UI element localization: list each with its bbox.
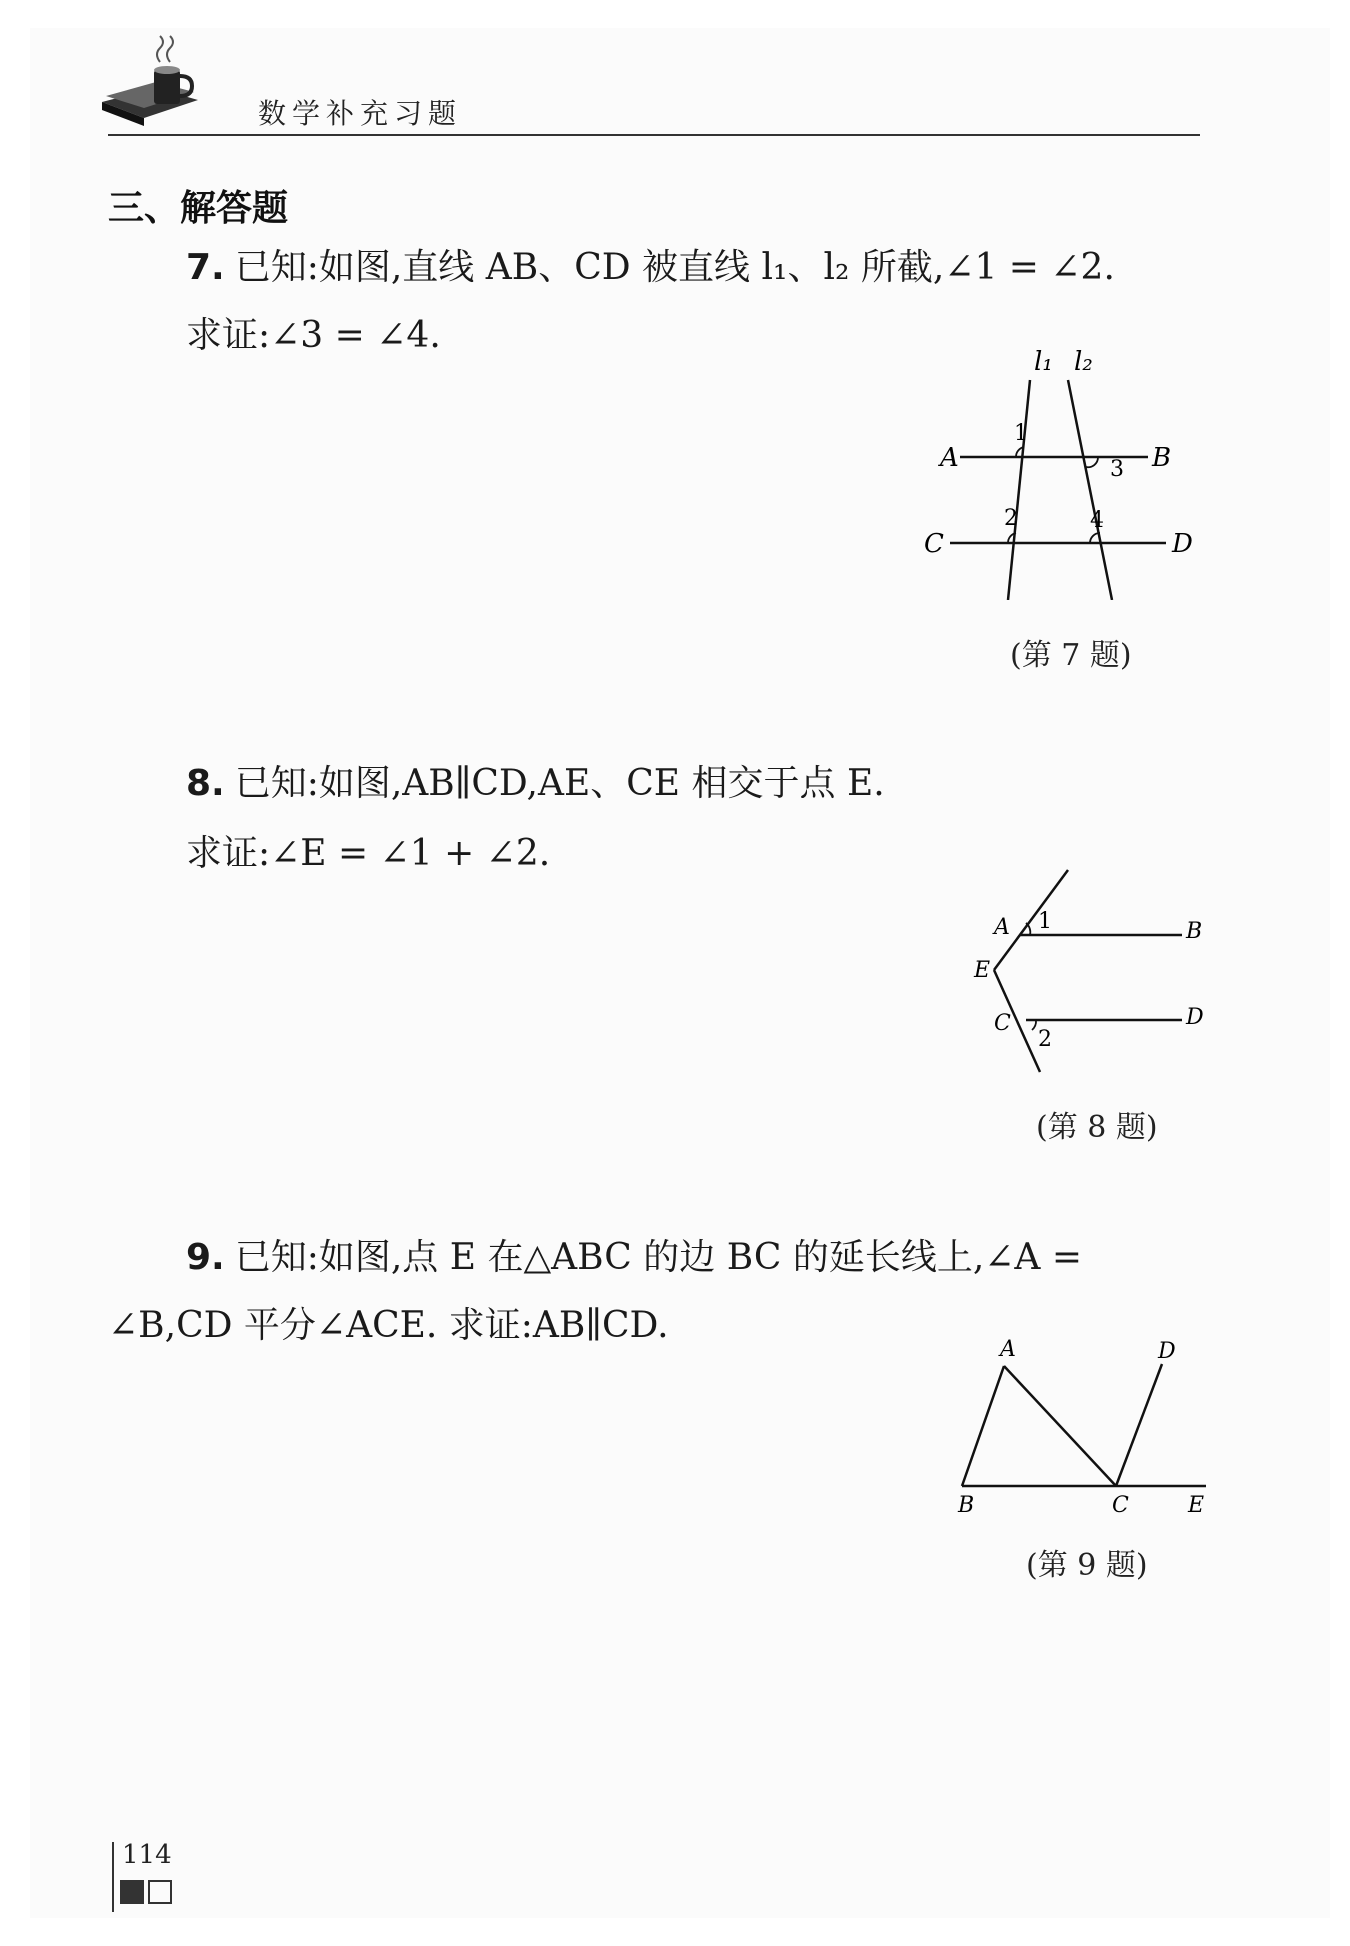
- caption-9: (第 9 题): [1026, 1548, 1148, 1583]
- label-a: A: [940, 443, 959, 473]
- problem-7-line-1: [186, 246, 1115, 290]
- section-title: 三、解答题: [108, 188, 289, 229]
- empty-square-icon: [148, 1880, 172, 1904]
- figure-7: [910, 340, 1210, 604]
- label-e: E: [1188, 1493, 1205, 1514]
- label-c: C: [994, 1011, 1011, 1036]
- angle-2-label: 2: [1038, 1027, 1052, 1052]
- label-d: D: [1172, 529, 1193, 559]
- angle-1-label: 1: [1014, 421, 1028, 446]
- side-ac: [1004, 1366, 1116, 1486]
- label-e: E: [974, 958, 991, 983]
- page-number: 114: [122, 1840, 172, 1870]
- label-d: D: [1186, 1005, 1204, 1030]
- header-rule: [108, 134, 1200, 136]
- books-and-steaming-cup-icon: [98, 30, 238, 140]
- problem-9-number: 9.: [186, 1237, 225, 1278]
- label-d: D: [1158, 1339, 1176, 1364]
- angle-1-arc: [1026, 923, 1030, 935]
- problem-9-text-1: 已知:如图,点 E 在△ABC 的边 BC 的延长线上,∠A =: [234, 1237, 1083, 1278]
- book-title: 数学补充习题: [258, 97, 463, 130]
- problem-8-number: 8.: [186, 763, 225, 804]
- label-l2: l₂: [1074, 347, 1093, 377]
- label-c: C: [1112, 1493, 1129, 1514]
- figure-9: [950, 1334, 1220, 1518]
- label-b: B: [958, 1493, 975, 1514]
- angle-3-arc: [1086, 457, 1098, 467]
- caption-7: (第 7 题): [1010, 638, 1132, 673]
- problem-7-number: 7.: [186, 247, 225, 288]
- problem-7-text-1: 已知:如图,直线 AB、CD 被直线 l₁、l₂ 所截,∠1 = ∠2.: [234, 247, 1115, 288]
- angle-1-label: 1: [1038, 909, 1052, 934]
- problem-9-line-1: [186, 1236, 1082, 1280]
- label-a: A: [994, 915, 1010, 940]
- page-marker-boxes: [120, 1880, 176, 1904]
- label-b: B: [1152, 443, 1172, 473]
- line-l2: [1068, 380, 1112, 600]
- filled-square-icon: [120, 1880, 144, 1904]
- label-b: B: [1186, 919, 1203, 944]
- ray-cd: [1116, 1364, 1162, 1486]
- angle-3-label: 3: [1110, 457, 1124, 482]
- problem-7-line-2: 求证:∠3 = ∠4.: [186, 315, 441, 356]
- angle-2-arc: [1032, 1020, 1036, 1030]
- problem-9-line-2: ∠B,CD 平分∠ACE. 求证:AB∥CD.: [108, 1305, 669, 1346]
- label-a: A: [1000, 1337, 1016, 1362]
- line-l1: [1008, 380, 1030, 600]
- label-c: C: [924, 529, 944, 559]
- page-number-bar: [112, 1842, 114, 1912]
- label-l1: l₁: [1034, 347, 1053, 377]
- angle-2-label: 2: [1004, 506, 1018, 531]
- side-ab: [962, 1366, 1004, 1486]
- angle-4-label: 4: [1090, 508, 1104, 533]
- problem-8-line-2: 求证:∠E = ∠1 + ∠2.: [186, 833, 551, 874]
- caption-8: (第 8 题): [1036, 1110, 1158, 1145]
- problem-8-line-1: [186, 762, 885, 806]
- problem-8-text-1: 已知:如图,AB∥CD,AE、CE 相交于点 E.: [234, 763, 885, 804]
- figure-8: [960, 860, 1210, 1094]
